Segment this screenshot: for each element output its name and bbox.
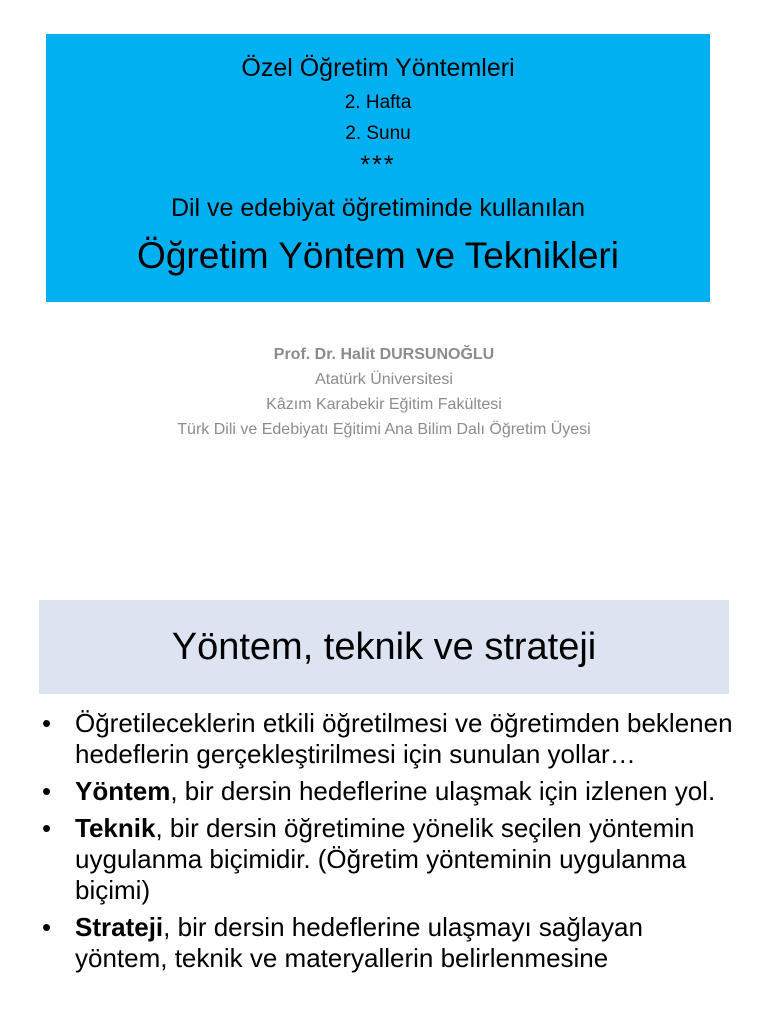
separator: *** — [360, 151, 396, 179]
author-block — [0, 342, 768, 442]
bullet-icon: • — [42, 776, 52, 806]
bullet-text: , bir dersin öğretimine yönelik seçilen yöntemin uygulanma biçimidir. (Öğretim yönteminin uygulanma biçimi) — [75, 813, 695, 905]
author-name: Prof. Dr. Halit DURSUNOĞLU — [273, 346, 495, 363]
bullet-icon: • — [42, 912, 52, 942]
presentation-label: 2. Sunu — [345, 123, 411, 144]
bullet-icon: • — [42, 708, 52, 738]
author-department: Türk Dili ve Edebiyatı Eğitimi Ana Bilim Dalı Öğretim Üyesi — [177, 421, 591, 438]
bullet-term: Yöntem — [75, 776, 171, 806]
author-faculty: Kâzım Karabekir Eğitim Fakültesi — [266, 396, 502, 413]
subtitle: Dil ve edebiyat öğretiminde kullanılan — [170, 194, 586, 222]
bullet-text: , bir dersin hedeflerine ulaşmayı sağlayan yöntem, teknik ve materyallerin belirlenmesine — [75, 912, 643, 973]
bullet-icon: • — [42, 813, 52, 843]
slide-title-bar — [39, 600, 729, 694]
main-title: Öğretim Yöntem ve Teknikleri — [137, 235, 619, 276]
author-university: Atatürk Üniversitesi — [315, 371, 453, 388]
slide-title: Yöntem, teknik ve strateji — [171, 626, 597, 668]
list-item — [40, 708, 740, 770]
list-item — [40, 776, 740, 807]
list-item — [40, 813, 740, 906]
course-title: Özel Öğretim Yöntemleri — [241, 54, 515, 82]
week-label: 2. Hafta — [344, 92, 412, 113]
bullet-term: Strateji — [75, 912, 164, 942]
bullet-list — [40, 708, 740, 980]
bullet-text: , bir dersin hedeflerine ulaşmak için izlenen yol. — [170, 776, 716, 806]
bullet-term: Teknik — [75, 813, 156, 843]
bullet-text: Öğretileceklerin etkili öğretilmesi ve öğretimden beklenen hedeflerin gerçekleştirilmesi için sunulan yollar… — [75, 708, 733, 769]
content-slide — [0, 572, 768, 1024]
list-item — [40, 912, 740, 974]
title-box — [46, 34, 710, 302]
